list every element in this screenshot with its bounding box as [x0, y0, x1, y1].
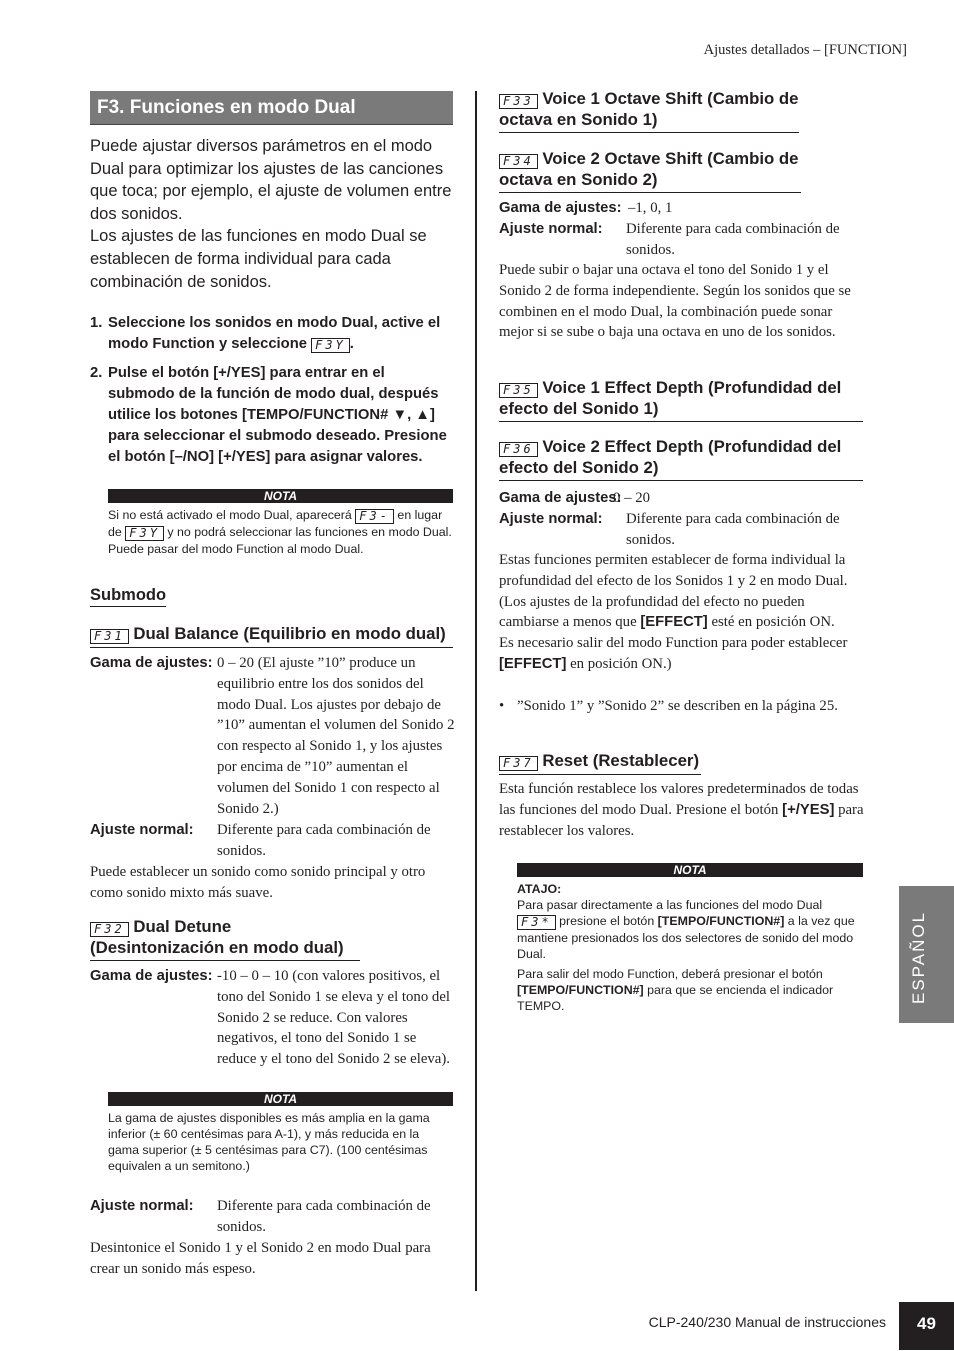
range-label: Gama de ajustes:	[499, 490, 622, 506]
lcd-display: F3*	[517, 915, 556, 930]
range-value: –1, 0, 1	[628, 200, 673, 216]
function-title-f32	[90, 917, 360, 961]
step-text: Seleccione los sonidos en modo Dual, active el modo Function y seleccione	[108, 315, 441, 352]
tempo-button-ref: [TEMPO/FUNCTION#]	[517, 983, 644, 997]
bullet-text: ”Sonido 1” y ”Sonido 2” se describen en la página 25.	[517, 698, 838, 714]
body-text: en posición ON.)	[570, 655, 672, 672]
normal-f34	[499, 219, 864, 261]
section-title: F3. Funciones en modo Dual	[90, 91, 453, 125]
function-title-text: Voice 1 Octave Shift (Cambio de octava en Sonido 1)	[499, 89, 799, 129]
note-box	[108, 1092, 453, 1174]
function-title-text: Voice 2 Effect Depth (Profundidad del efecto del Sonido 2)	[499, 437, 842, 477]
function-title-text: Dual Detune	[133, 917, 232, 936]
body-text: para restablecer los valores.	[499, 801, 864, 839]
note-text: La gama de ajustes disponibles es más amplia en la gama inferior (± 60 centésimas para A-1), y más reducida en la gama superior (± 5 centésimas para C7). (100 centésimas equivalen a un semitono.)	[108, 1111, 430, 1173]
range-value: 0 – 20 (El ajuste ”10” produce un equilibrio entre los dos sonidos del modo Dual. Los ajustes por debajo de ”10” aumentan el volumen del Sonido 2 con respecto al Sonido 1, y los ajustes por encima de ”10” aumentan el volumen del Sonido 1 con respecto al Sonido 2.)	[217, 655, 455, 817]
range-value: 0 – 20	[613, 490, 650, 506]
function-title-text: (Desintonización en modo dual)	[90, 937, 344, 957]
body-f37	[499, 779, 864, 841]
body-f34: Puede subir o bajar una octava el tono del Sonido 1 y el Sonido 2 de forma independiente. Según los sonidos que se combinen en el modo Dual, la combinación puede sonar mejor si se sube o baja una octava en uno de los sonidos.	[499, 262, 851, 341]
lcd-display: F37	[499, 756, 538, 771]
language-tab	[899, 886, 954, 1023]
step-number: 2.	[90, 365, 103, 381]
intro-paragraph-2: Los ajustes de las funciones en modo Dual se establecen de forma individual para cada combinación de sonidos.	[90, 227, 427, 291]
normal-f36	[499, 509, 864, 551]
note-label: NOTA	[517, 863, 863, 877]
intro-text	[90, 135, 455, 293]
function-title-f37	[499, 751, 701, 775]
lcd-display: F34	[499, 154, 538, 169]
range-f31	[90, 653, 455, 819]
note-text-d: Para salir del modo Function, deberá presionar el botón	[517, 967, 823, 981]
note-text-c: y no podrá seleccionar las funciones en modo Dual. Puede pasar del modo Function al modo Dual.	[108, 525, 452, 556]
intro-paragraph-1: Puede ajustar diversos parámetros en el modo Dual para optimizar los ajustes de las canciones que toca; por ejemplo, el ajuste de volumen entre dos sonidos.	[90, 137, 452, 223]
normal-f32	[90, 1196, 455, 1238]
range-label: Gama de ajustes:	[90, 655, 213, 671]
normal-label: Ajuste normal:	[90, 822, 194, 838]
range-f36	[499, 488, 864, 509]
note-text	[517, 881, 863, 1014]
page-number: 49	[899, 1302, 954, 1350]
normal-label: Ajuste normal:	[90, 1198, 194, 1214]
body-f32: Desintonice el Sonido 1 y el Sonido 2 en modo Dual para crear un sonido más espeso.	[90, 1240, 431, 1277]
note-text-e: para que se encienda el indicador TEMPO.	[517, 983, 834, 1013]
normal-label: Ajuste normal:	[499, 221, 603, 237]
yes-button-ref: [+/YES]	[782, 801, 835, 818]
footer-manual-title: CLP-240/230 Manual de instrucciones	[648, 1314, 886, 1330]
normal-value: Diferente para cada combinación de sonidos.	[626, 221, 840, 258]
lcd-display: F3Y	[311, 338, 350, 353]
language-tab-label: ESPAÑOL	[909, 910, 928, 1004]
lcd-display: F36	[499, 442, 538, 457]
effect-button-ref: [EFFECT]	[499, 655, 567, 672]
column-divider	[475, 91, 477, 1291]
normal-f31	[90, 820, 455, 862]
effect-button-ref: [EFFECT]	[640, 614, 708, 631]
body-text: esté en posición ON.	[711, 614, 835, 631]
range-f34	[499, 198, 864, 219]
normal-value: Diferente para cada combinación de sonidos.	[217, 822, 431, 859]
note-text-a: Para pasar directamente a las funciones del modo Dual	[517, 898, 823, 912]
running-header: Ajustes detallados – [FUNCTION]	[703, 42, 907, 58]
normal-value: Diferente para cada combinación de sonidos.	[626, 511, 840, 548]
tempo-button-ref: [TEMPO/FUNCTION#]	[657, 914, 785, 928]
body-text: Estas funciones permiten establecer de forma individual la profundidad del efecto de los Sonidos 1 y 2 en modo Dual. (Los ajustes de la profundidad del efecto no pueden cambiarse a menos que	[499, 552, 848, 631]
step-text: Pulse el botón [+/YES] para entrar en el submodo de la función de modo dual, después utilice los botones [TEMPO/FUNCTION# ▼, ▲] para seleccionar el submodo deseado. Presione el botón [–/NO] [+/YES] para asignar valores.	[108, 365, 447, 465]
function-title-text: Dual Balance (Equilibrio en modo dual)	[133, 624, 446, 643]
normal-value: Diferente para cada combinación de sonidos.	[217, 1198, 431, 1235]
note-text-c: a la vez que mantiene presionados los dos selectores de sonido del modo Dual.	[517, 914, 855, 961]
lcd-display: F31	[90, 629, 129, 644]
note-text-a: Si no está activado el modo Dual, aparecerá	[108, 508, 352, 522]
normal-label: Ajuste normal:	[499, 511, 603, 527]
function-title-f35	[499, 378, 863, 422]
function-title-text: Voice 1 Effect Depth (Profundidad del efecto del Sonido 1)	[499, 378, 842, 418]
lcd-display: F3-	[355, 509, 394, 524]
lcd-display: F3Y	[125, 526, 164, 541]
step-tail: .	[349, 336, 354, 352]
body-text: Es necesario salir del modo Function para poder establecer	[499, 635, 848, 652]
note-text	[108, 507, 453, 557]
function-title-text: Reset (Restablecer)	[542, 751, 700, 770]
step-number: 1.	[90, 315, 103, 331]
function-title-f36	[499, 437, 863, 481]
function-title-f31	[90, 624, 453, 648]
note-box	[108, 489, 453, 557]
range-value: -10 – 0 – 10 (con valores positivos, el tono del Sonido 1 se eleva y el tono del Sonido 2 se reduce. Con valores negativos, el tono del Sonido 1 se reduce y el tono del Sonido 2 se eleva).	[217, 968, 451, 1068]
note-text-b: presione el botón	[559, 914, 655, 928]
step-2	[90, 363, 455, 468]
range-f32	[90, 966, 458, 1070]
note-label: NOTA	[108, 489, 453, 503]
function-title-f34	[499, 149, 801, 193]
subsection-title: Submodo	[90, 586, 166, 607]
note-label: NOTA	[108, 1092, 453, 1106]
range-label: Gama de ajustes:	[499, 200, 622, 216]
note-shortcut-label: ATAJO:	[517, 882, 562, 896]
body-f36	[499, 550, 864, 675]
body-text: Esta función restablece los valores predeterminados de todas las funciones del modo Dual. Presione el botón	[499, 781, 859, 818]
body-f31: Puede establecer un sonido como sonido principal y otro como sonido mixto más suave.	[90, 864, 426, 901]
range-label: Gama de ajustes:	[90, 968, 213, 984]
note-box	[517, 863, 863, 1014]
bullet-icon: •	[499, 698, 505, 714]
step-1	[90, 313, 455, 355]
note-text-b: en lugar de	[108, 508, 443, 539]
function-title-f33	[499, 89, 799, 133]
lcd-display: F32	[90, 922, 129, 937]
lcd-display: F33	[499, 94, 538, 109]
lcd-display: F35	[499, 383, 538, 398]
bullet-item	[499, 696, 864, 717]
function-title-text: Voice 2 Octave Shift (Cambio de octava en Sonido 2)	[499, 149, 799, 189]
